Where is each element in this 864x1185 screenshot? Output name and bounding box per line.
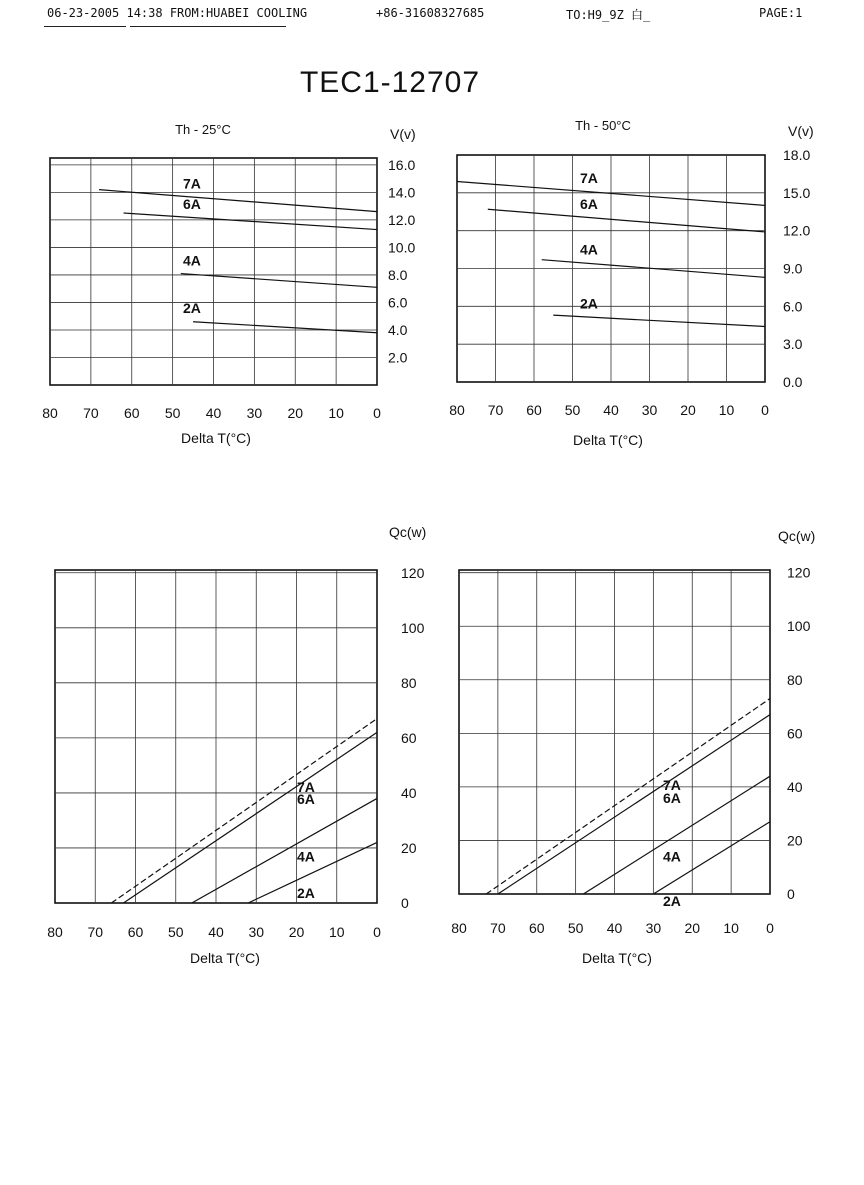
series-line-6a [498,715,770,894]
series-label-6a: 6A [183,195,201,212]
series-label-7a: 7A [663,777,681,794]
x-tick-label: 80 [47,924,63,940]
x-tick-label: 50 [567,920,584,936]
fax-to: TO:H9_9Z 白_ [566,8,651,22]
y-tick-label: 60 [401,729,417,746]
chart-subtitle: Th - 50°C [575,118,631,133]
y-tick-label: 6.0 [388,294,408,311]
y-tick-label: 12.0 [783,222,811,239]
x-tick-label: 10 [328,405,344,421]
x-tick-label: 0 [373,924,381,940]
series-label-4a: 4A [663,848,681,865]
y-axis-label: Qc(w) [389,524,427,540]
x-tick-label: 30 [645,920,662,936]
y-tick-label: 14.0 [388,184,416,201]
x-tick-label: 80 [451,920,467,936]
y-tick-label: 18.0 [783,147,811,163]
y-tick-label: 16.0 [388,156,416,173]
x-tick-label: 40 [205,405,222,421]
series-label-2a: 2A [183,300,201,317]
x-tick-label: 70 [87,924,104,940]
page-title: TEC1-12707 [299,66,481,99]
y-tick-label: 60 [787,725,803,742]
x-tick-label: 10 [328,924,345,940]
x-tick-label: 0 [373,405,381,421]
x-tick-label: 60 [123,405,140,421]
x-tick-label: 10 [718,402,735,418]
x-tick-label: 40 [603,402,619,418]
x-tick-label: 60 [526,402,542,418]
series-label-4a: 4A [183,252,201,269]
x-tick-label: 50 [564,402,581,418]
y-tick-label: 20 [787,832,803,849]
x-axis-label: Delta T(°C) [582,950,652,966]
x-tick-label: 10 [723,920,739,936]
chart-subtitle: Th - 25°C [175,122,231,137]
y-tick-label: 120 [401,564,425,581]
y-tick-label: 40 [401,784,417,801]
y-tick-label: 100 [787,618,811,635]
y-tick-label: 10.0 [388,239,416,256]
series-label-6a: 6A [297,791,315,808]
series-label-4a: 4A [580,241,598,258]
x-tick-label: 0 [761,402,769,418]
y-tick-label: 8.0 [388,266,408,283]
series-label-2a: 2A [663,893,681,910]
x-tick-label: 70 [490,920,506,936]
x-tick-label: 40 [606,920,623,936]
x-tick-label: 60 [127,924,144,940]
series-label-2a: 2A [580,295,598,312]
x-tick-label: 80 [449,402,465,418]
y-tick-label: 9.0 [783,260,803,277]
x-tick-label: 70 [487,402,504,418]
x-tick-label: 40 [208,924,224,940]
x-tick-label: 30 [641,402,658,418]
x-axis-label: Delta T(°C) [190,950,260,966]
series-label-7a: 7A [297,779,315,796]
y-tick-label: 4.0 [388,321,408,338]
x-tick-label: 20 [680,402,696,418]
x-tick-label: 20 [684,920,701,936]
y-axis-label: Qc(w) [778,528,816,544]
series-label-6a: 6A [580,195,598,212]
series-label-6a: 6A [663,790,681,807]
series-label-4a: 4A [297,848,315,865]
x-tick-label: 20 [288,924,305,940]
x-tick-label: 30 [248,924,265,940]
y-tick-label: 6.0 [783,298,803,315]
y-tick-label: 80 [401,674,417,691]
fax-page: PAGE:1 [759,6,803,20]
y-tick-label: 20 [401,839,417,856]
series-label-2a: 2A [297,885,315,902]
y-tick-label: 120 [787,564,811,581]
fax-phone: +86-31608327685 [376,6,485,20]
x-tick-label: 50 [167,924,184,940]
fax-date-from: 06-23-2005 14:38 FROM:HUABEI COOLING [47,6,308,20]
y-axis-label: V(v) [390,126,416,142]
x-tick-label: 30 [246,405,263,421]
x-tick-label: 60 [528,920,545,936]
y-tick-label: 2.0 [388,349,408,366]
y-tick-label: 3.0 [783,336,803,353]
series-label-7a: 7A [580,170,598,187]
series-line-7a [486,699,770,894]
x-tick-label: 50 [164,405,181,421]
series-label-7a: 7A [183,175,201,192]
x-tick-label: 20 [287,405,304,421]
y-tick-label: 0 [787,886,795,902]
y-tick-label: 100 [401,619,425,636]
y-tick-label: 12.0 [388,211,416,228]
x-tick-label: 80 [42,405,58,421]
y-tick-label: 0 [401,895,409,911]
y-axis-label: V(v) [788,123,814,139]
x-tick-label: 70 [83,405,99,421]
x-axis-label: Delta T(°C) [573,432,643,448]
x-axis-label: Delta T(°C) [181,430,251,446]
y-tick-label: 0.0 [783,374,803,390]
y-tick-label: 40 [787,778,803,795]
y-tick-label: 80 [787,671,803,688]
x-tick-label: 0 [766,920,774,936]
y-tick-label: 15.0 [783,184,811,201]
